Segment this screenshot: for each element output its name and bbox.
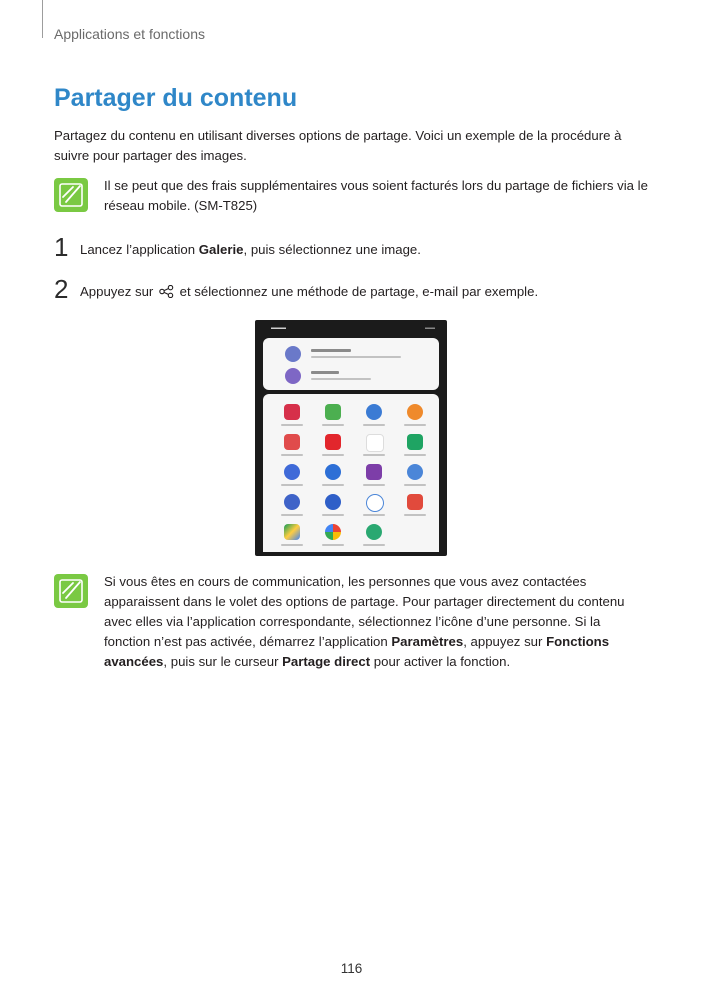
link-icon [366,494,384,512]
app-label-line [322,424,344,426]
app-label-line [281,484,303,486]
app-label-line [322,514,344,516]
panel-title-placeholder: ▬▬▬ [271,325,286,331]
app-label-line [404,424,426,426]
share-panel-screenshot [255,320,447,556]
note-icon [54,178,88,212]
page-title: Partager du contenu [54,84,298,112]
note-text-bold: Fonctions avancées [104,634,610,669]
intro-paragraph: Partagez du contenu en utilisant diverses options de partage. Voici un exemple de la procédure à suivre pour partager des images. [54,128,622,163]
google-drive-icon [284,524,300,540]
app-label-line [363,544,385,546]
panel-edit-placeholder: ▬▬ [425,325,435,331]
app-item [318,404,348,430]
app-label-line [404,514,426,516]
header-rule [42,0,43,38]
item-label-line [311,371,339,374]
upload-icon [285,346,301,362]
step-1 [54,232,654,264]
drive-upload-icon [284,494,300,510]
gmail-icon [366,434,384,452]
app-label-line [404,484,426,486]
maps-icon [325,404,341,420]
app-item [400,404,430,430]
app-item [318,434,348,460]
note-text-bold: Paramètres [391,634,464,649]
onedrive-icon [325,464,341,480]
app-item [277,494,307,520]
item-label-line [311,349,351,352]
app-item [400,434,430,460]
quick-share-card [263,338,439,390]
message-icon [284,464,300,480]
app-grid-card [263,394,439,552]
app-label-line [322,484,344,486]
flipboard-red-icon [407,494,423,510]
note-text-part: , appuyez sur [463,634,547,649]
app-item [359,524,389,550]
step-text [80,284,538,299]
app-label-line [281,544,303,546]
step-text-after: , puis sélectionnez une image. [243,242,421,257]
app-item [359,494,389,520]
step-text-bold: Galerie [198,242,244,257]
photos-icon [325,524,341,540]
flower-icon [284,404,300,420]
app-item [277,524,307,550]
app-item [359,464,389,490]
page-number: 116 [340,961,363,976]
step-number: 1 [54,232,69,262]
item-sublabel-line [311,356,401,358]
bluetooth-icon [366,404,382,420]
app-item [277,434,307,460]
app-label-line [281,454,303,456]
share-icon [159,285,174,298]
note-text: Il se peut que des frais supplémentaires vous soient facturés lors du partage de fichiers via le réseau mobile. (SM-T825) [104,178,648,213]
step-text-before: Lancez l’application [80,242,199,257]
step-text-before: Appuyez sur [80,284,157,299]
note-text-part: , puis sur le curseur [163,654,283,669]
note-text-part: pour activer la fonction. [370,654,511,669]
note-text-part: Si vous êtes en cours de communication, les personnes que vous avez contactées apparaissent dans le volet des options de partage. Pour partager directement du contenu avec elles via l’application correspondante, sélectionnez l’icône d’une personne. Si la fonction n’est pas activée, démarrez l’application [104,574,625,649]
step-2 [54,274,654,306]
app-label-line [322,454,344,456]
flipboard-icon [325,434,341,450]
app-item [318,494,348,520]
contact-icon [407,404,423,420]
app-item [400,494,430,520]
step-text [80,242,421,257]
step-text-after: et sélectionnez une méthode de partage, e-mail par exemple. [175,284,539,299]
hangouts-icon [407,434,423,450]
app-label-line [363,424,385,426]
app-label-line [363,514,385,516]
app-label-line [281,424,303,426]
step-number: 2 [54,274,69,304]
onenote-icon [366,464,382,480]
app-item [318,464,348,490]
wifi-direct-icon [366,524,382,540]
note-icon [54,574,88,608]
app-label-line [281,514,303,516]
app-item [400,464,430,490]
note-text-bold: Partage direct [282,654,371,669]
app-item [359,434,389,460]
app-item [318,524,348,550]
cloud-icon [407,464,423,480]
email-icon [284,434,300,450]
app-item [277,464,307,490]
app-label-line [404,454,426,456]
note-text [104,572,644,672]
app-label-line [363,484,385,486]
cloud-sync-icon [325,494,341,510]
app-label-line [322,544,344,546]
app-item [359,404,389,430]
app-label-line [363,454,385,456]
app-item [277,404,307,430]
play-icon [285,368,301,384]
item-sublabel-line [311,378,371,380]
section-header: Applications et fonctions [54,26,205,42]
